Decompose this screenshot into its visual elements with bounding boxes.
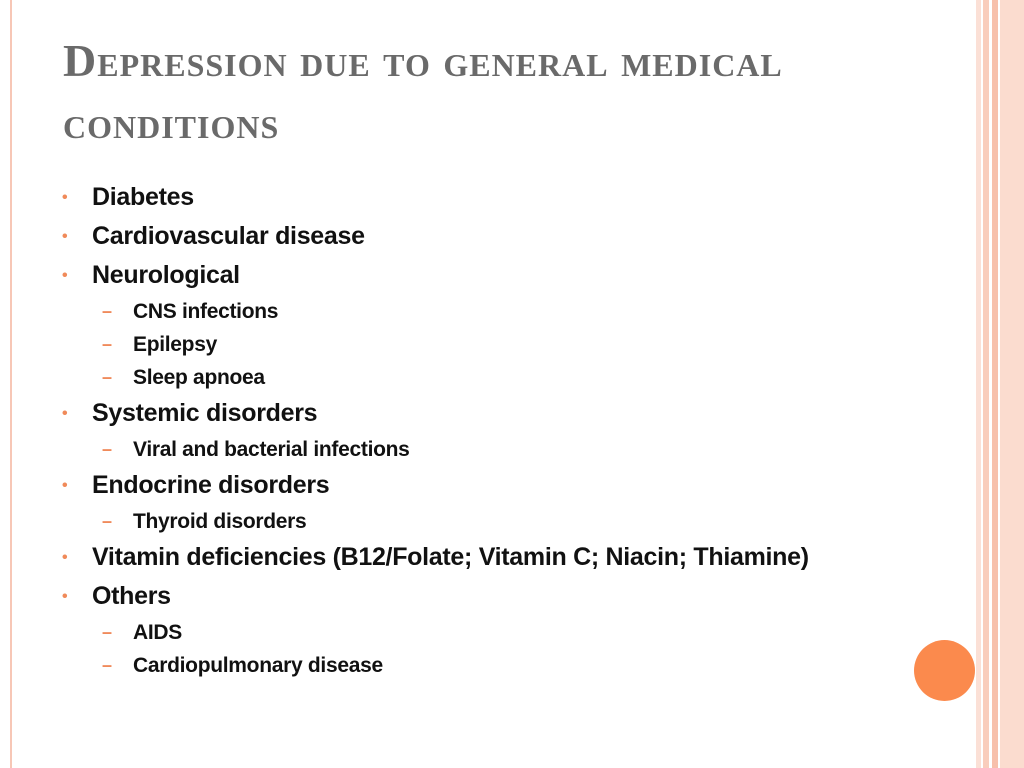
sub-list-item-label: Viral and bacterial infections bbox=[133, 437, 410, 461]
list-item bbox=[60, 217, 920, 256]
left-decorative-line bbox=[10, 0, 12, 768]
sub-list-item bbox=[60, 616, 920, 649]
sub-list-item-label: Sleep apnoea bbox=[133, 365, 265, 389]
list-item bbox=[60, 538, 920, 577]
sub-list-item-label: CNS infections bbox=[133, 299, 279, 323]
list-item-label: Neurological bbox=[92, 261, 240, 289]
bullet-list bbox=[60, 178, 920, 682]
dash-icon: – bbox=[102, 655, 113, 675]
sub-list-item bbox=[60, 361, 920, 394]
list-item bbox=[60, 256, 920, 295]
list-item bbox=[60, 394, 920, 433]
bullet-icon: • bbox=[62, 404, 68, 422]
slide-title: Depression due to general medical conditions bbox=[63, 35, 783, 148]
sub-list-item bbox=[60, 295, 920, 328]
bullet-icon: • bbox=[62, 266, 68, 284]
dash-icon: – bbox=[102, 367, 113, 387]
list-item bbox=[60, 577, 920, 616]
bullet-icon: • bbox=[62, 548, 68, 566]
dash-icon: – bbox=[102, 622, 113, 642]
sub-list-item-label: AIDS bbox=[133, 620, 182, 644]
orange-circle-decoration bbox=[914, 640, 975, 701]
list-item-label: Diabetes bbox=[92, 183, 194, 211]
bullet-icon: • bbox=[62, 476, 68, 494]
right-decorative-stripes bbox=[976, 0, 1024, 768]
list-item-label: Systemic disorders bbox=[92, 399, 318, 427]
sub-list-item bbox=[60, 649, 920, 682]
dash-icon: – bbox=[102, 511, 113, 531]
sub-list-item-label: Cardiopulmonary disease bbox=[133, 653, 383, 677]
stripe bbox=[1000, 0, 1024, 768]
sub-list-item-label: Thyroid disorders bbox=[133, 509, 307, 533]
list-item bbox=[60, 466, 920, 505]
bullet-icon: • bbox=[62, 227, 68, 245]
list-item-label: Endocrine disorders bbox=[92, 471, 330, 499]
dash-icon: – bbox=[102, 334, 113, 354]
sub-list-item bbox=[60, 433, 920, 466]
dash-icon: – bbox=[102, 439, 113, 459]
list-item-label: Vitamin deficiencies (B12/Folate; Vitamin C; Niacin; Thiamine) bbox=[92, 543, 809, 571]
bullet-icon: • bbox=[62, 587, 68, 605]
sub-list-item bbox=[60, 328, 920, 361]
list-item-label: Others bbox=[92, 582, 171, 610]
bullet-icon: • bbox=[62, 188, 68, 206]
dash-icon: – bbox=[102, 301, 113, 321]
list-item-label: Cardiovascular disease bbox=[92, 222, 365, 250]
list-item bbox=[60, 178, 920, 217]
sub-list-item-label: Epilepsy bbox=[133, 332, 217, 356]
sub-list-item bbox=[60, 505, 920, 538]
